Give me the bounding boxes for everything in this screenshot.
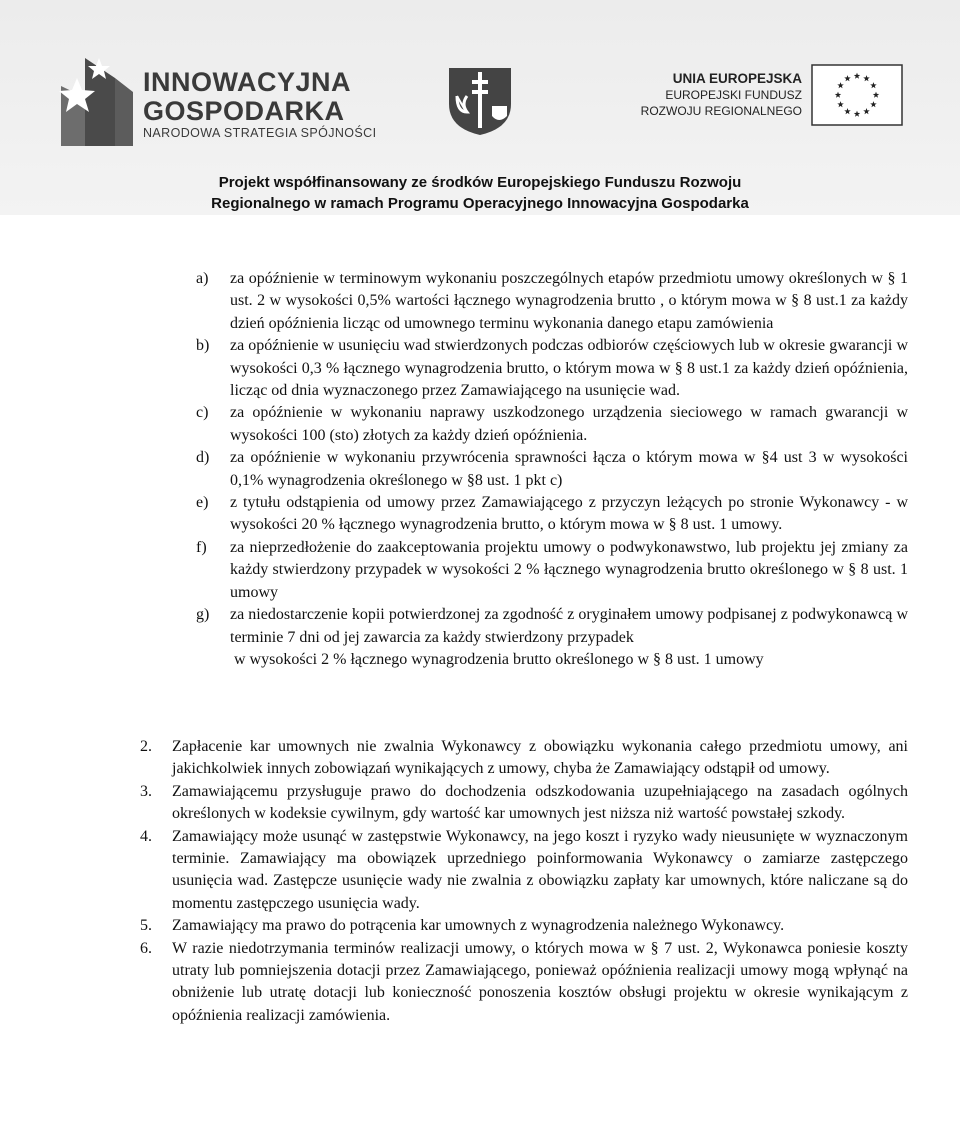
list-marker: d) (196, 449, 210, 467)
list-item (140, 826, 908, 916)
list-item-text: Zamawiającemu przysługuje prawo do dochodzenia odszkodowania uzupełniającego na zasadach ogólnych określonych w kodeksie cywilnym, gdy wartość kar umownych jest niższa niż wartość powstałej szkody. (172, 782, 908, 823)
list-item (196, 335, 908, 402)
innowacyjna-gospodarka-logo (55, 48, 375, 148)
list-item-text: za niedostarczenie kopii potwierdzonej za zgodność z oryginałem umowy podpisanej z podwykonawcą w terminie 7 dni od jej zawarcia za każdy stwierdzony przypadek (230, 606, 908, 646)
list-item (196, 492, 908, 537)
program-logo-title-line2: GOSPODARKA (143, 96, 345, 126)
star-logo-icon (55, 48, 141, 148)
eu-logo-line3: ROZWOJU REGIONALNEGO (640, 104, 802, 118)
list-item-text: za opóźnienie w wykonaniu przywrócenia sprawności łącza o którym mowa w §4 ust 3 w wysokości 0,1% wynagrodzenia określonego w §8 ust. 1 pkt c) (230, 449, 908, 489)
list-item (140, 781, 908, 826)
eu-logo-line1: UNIA EUROPEJSKA (672, 71, 802, 86)
list-marker: 4. (140, 827, 152, 845)
project-line2: Regionalnego w ramach Programu Operacyjnego Innowacyjna Gospodarka (211, 195, 749, 212)
list-marker: g) (196, 606, 210, 624)
list-marker: 5. (140, 917, 152, 935)
list-item (140, 736, 908, 781)
penalty-sub-list (196, 268, 908, 671)
program-logo-title (143, 68, 351, 126)
eu-logo-line2: EUROPEJSKI FUNDUSZ (665, 88, 802, 102)
list-item-text: Zamawiający może usunąć w zastępstwie Wykonawcy, na jego koszt i ryzyko wady nieusunięte w wyznaczonym terminie. Zamawiający ma obowiązek uprzedniego poinformowania Wykonawcy o zamiarze zastępczego usunięcia wad. Zastępcze usunięcie wady nie zwalnia z obowiązku zapłaty kar umownych, które naliczane są do momentu zastępczego usunięcia wady. (172, 827, 908, 912)
list-item-text: Zamawiający ma prawo do potrącenia kar umownych z wynagrodzenia należnego Wykonawcy. (172, 917, 785, 935)
list-marker: f) (196, 538, 207, 556)
list-item (196, 447, 908, 492)
list-marker: b) (196, 337, 210, 355)
list-item-text: za opóźnienie w wykonaniu naprawy uszkodzonego urządzenia sieciowego w ramach gwarancji w wysokości 100 (sto) złotych za każdy dzień opóźnienia. (230, 404, 908, 444)
list-item (140, 915, 908, 937)
list-item-text: za opóźnienie w usunięciu wad stwierdzonych podczas odbiorów częściowych lub w okresie gwarancji w wysokości 0,3 % łącznego wynagrodzenia brutto, o którym mowa w § 8 ust.1 za każdy dzień opóźnienia, licząc od dnia wyznaczonego przez Zamawiającego na usunięcie wad. (230, 337, 908, 400)
list-marker: c) (196, 404, 209, 422)
eu-logo-text (640, 71, 802, 119)
list-item-text: za nieprzedłożenie do zaakceptowania projektu umowy o podwykonawstwo, lub projektu jej zmiany za każdy stwierdzony przypadek w wysokości 2 % łącznego wynagrodzenia brutto określonego w § 8 ust. 1 umowy (230, 538, 908, 601)
list-item-text: za opóźnienie w terminowym wykonaniu poszczególnych etapów przedmiotu umowy określonych w § 1 ust. 2 w wysokości 0,5% wartości łącznego wynagrodzenia brutto , o którym mowa w § 8 ust.1 za każdy dzień opóźnienia licząc od umownego terminu wykonania danego etapu zamówienia (230, 270, 908, 332)
main-numbered-list (140, 736, 908, 1027)
list-marker: e) (196, 494, 209, 512)
project-line1: Projekt współfinansowany ze środków Europejskiego Funduszu Rozwoju (218, 174, 742, 191)
list-marker: 6. (140, 939, 152, 957)
list-item (196, 537, 908, 604)
header-band (0, 0, 960, 215)
program-logo-subtitle: NARODOWA STRATEGIA SPÓJNOŚCI (143, 126, 377, 140)
program-logo-title-line1: INNOWACYJNA (143, 67, 352, 97)
list-marker: 2. (140, 738, 152, 755)
list-item (196, 268, 908, 335)
list-marker: a) (196, 270, 209, 287)
list-item-text: z tytułu odstąpienia od umowy przez Zamawiającego z przyczyn leżących po stronie Wykonawcy - w wysokości 20 % łącznego wynagrodzenia brutto, o którym mowa w § 8 ust. 1 umowy. (230, 494, 908, 534)
coat-of-arms-icon (447, 66, 513, 136)
project-cofinancing-note (0, 172, 960, 214)
list-item (196, 402, 908, 447)
list-item (196, 604, 908, 671)
eu-flag-icon (811, 64, 903, 126)
list-item-text-continuation: w wysokości 2 % łącznego wynagrodzenia brutto określonego w § 8 ust. 1 umowy (234, 650, 764, 668)
list-marker: 3. (140, 782, 152, 800)
list-item (140, 938, 908, 1028)
list-item-text: Zapłacenie kar umownych nie zwalnia Wykonawcy z obowiązku wykonania całego przedmiotu umowy, ani jakichkolwiek innych zobowiązań wynikających z umowy, chyba że Zamawiający odstąpił od umowy. (172, 738, 908, 778)
list-item-text: W razie niedotrzymania terminów realizacji umowy, o których mowa w § 7 ust. 2, Wykonawca poniesie koszty utraty lub pomniejszenia dotacji przez Zamawiającego, ponieważ opóźnienia realizacji umowy mogą wpłynąć na obniżenie lub utratę dotacji lub konieczność ponoszenia kosztów obsługi projektu w okresie wynikającym z opóźnienia realizacji zamówienia. (172, 939, 908, 1024)
